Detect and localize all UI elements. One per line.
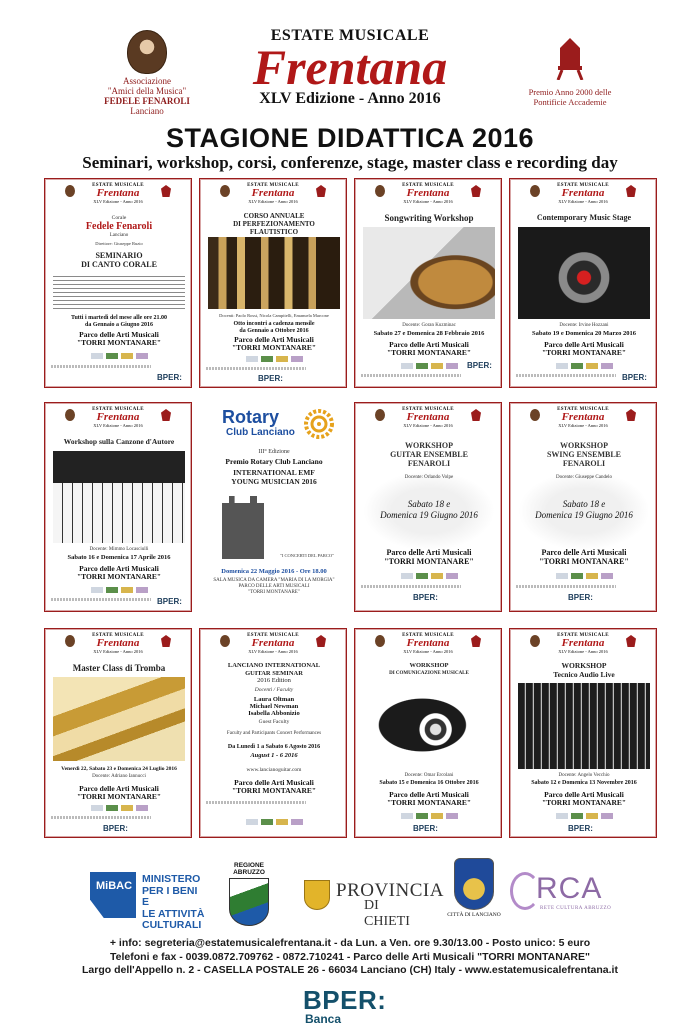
flyer-venue: "TORRI MONTANARE": [539, 557, 629, 566]
rotary-club-name: Club Lanciano: [226, 427, 295, 438]
flyer-date: Sabato 16 e Domenica 17 Aprile 2016: [67, 554, 171, 561]
flyer-frentana: Frentana: [251, 187, 295, 199]
flyer-venue: Parco delle Arti Musicali: [389, 340, 469, 349]
flyer-title: [359, 441, 499, 468]
flyer-edition: XLV Edizione - Anno 2016: [248, 199, 298, 204]
flyer-venue: Parco delle Arti Musicali: [389, 790, 469, 799]
flyer-estate: ESTATE MUSICALE: [402, 633, 454, 638]
teacher-label: Docente: Angelo Vecchio: [558, 773, 610, 778]
bper-wordmark: BPER:: [303, 985, 387, 1015]
flyer-date: Sabato 19 e Domenica 20 Marzo 2016: [532, 330, 636, 337]
flyer-title: [204, 212, 344, 236]
regione-line: ABRUZZO: [233, 869, 265, 876]
flyer-header: [45, 183, 191, 209]
lanciano-caption: CITTÀ DI LANCIANO: [447, 912, 501, 918]
mibac-logo: [90, 872, 205, 931]
flyer-contemporary-stage: [509, 178, 657, 388]
flyer-date: Sabato 27 e Domenica 28 Febbraio 2016: [373, 330, 485, 337]
flyer-header: [510, 183, 656, 209]
flyer-estate: ESTATE MUSICALE: [402, 183, 454, 188]
mibac-mark-icon: [90, 872, 136, 918]
sala-label: "TORRI MONTANARE": [248, 590, 300, 595]
info-line: Largo dell'Appello n. 2 - CASELLA POSTALE 26 - 66034 Lanciano (CH) Italy - www.estatemusicalefrentana.it: [82, 964, 618, 976]
flyer-title-line: YOUNG MUSICIAN 2016: [231, 476, 317, 486]
flyer-date: Sabato 12 e Domenica 13 Novembre 2016: [531, 780, 637, 786]
flyer-venue: "TORRI MONTANARE": [384, 557, 474, 566]
association-mini-icon: [65, 409, 75, 421]
flyer-title: Workshop sulla Canzone d'Autore: [63, 437, 175, 446]
flyer-header: [355, 407, 501, 433]
teacher-label: Docente: Omar Ercolani: [404, 773, 454, 778]
sponsor-strip: [361, 813, 497, 820]
flyer-edition: XLV Edizione - Anno 2016: [558, 199, 608, 204]
flyer-edition: XLV Edizione - Anno 2016: [93, 423, 143, 428]
flyer-date: Domenica 22 Maggio 2016 - Ore 18.00: [221, 568, 327, 575]
rotary-edition: III° Edizione: [258, 449, 290, 455]
flyer-date: da Gennaio a Giugno 2016: [84, 322, 153, 328]
flyer-master-class-tromba: [44, 628, 192, 838]
association-mini-icon: [375, 185, 385, 197]
flyer-title-line: WORKSHOP: [559, 441, 608, 450]
director-label: Direttore: Giuseppe Ruzio: [95, 241, 143, 246]
sponsor-strip: [361, 573, 497, 580]
flyer-date: Domenica 19 Giugno 2016: [380, 510, 478, 520]
flyer-edition: XLV Edizione - Anno 2016: [403, 423, 453, 428]
flyer-date: Sabato 15 e Domenica 16 Ottobre 2016: [379, 780, 479, 786]
flyer-estate: ESTATE MUSICALE: [557, 183, 609, 188]
sponsor-strip: [206, 356, 342, 363]
poster-title: STAGIONE DIDATTICA 2016: [165, 123, 535, 153]
info-line: Telefoni e fax - 0039.0872.709762 - 0872.710241 - Parco delle Arti Musicali "TORRI MONTANARE": [110, 950, 590, 963]
flyer-frentana: Frentana: [406, 411, 450, 423]
teacher-label: Docente: Mimmo Locasciulli: [89, 547, 149, 552]
bper-banca-logo: [303, 985, 403, 1026]
teacher-label: Docente: Irvine Hozzani: [559, 323, 609, 328]
flyer-title-line: FENAROLI: [407, 459, 451, 468]
teacher-label: Docente: Giuseppe Candelo: [555, 475, 613, 480]
fine-print: [361, 374, 461, 377]
flyer-frentana: Frentana: [561, 637, 605, 649]
flyer-venue: "TORRI MONTANARE": [76, 792, 162, 801]
flyer-edition: XLV Edizione - Anno 2016: [558, 649, 608, 654]
flyer-title-line: FENAROLI: [562, 459, 606, 468]
flyer-venue: Parco delle Arti Musicali: [234, 778, 314, 787]
flyer-venue: "TORRI MONTANARE": [231, 343, 317, 352]
flyer-title-line: WORKSHOP: [561, 661, 607, 670]
flyer-title: [49, 251, 189, 269]
abruzzo-shield-icon: [229, 878, 269, 926]
piano-keys-image: [53, 451, 185, 543]
flyer-grid: [44, 178, 658, 833]
chieti-shield-icon: [304, 880, 330, 910]
flyer-swing-ensemble: [509, 402, 657, 612]
flyer-estate: ESTATE MUSICALE: [247, 633, 299, 638]
association-mini-icon: [220, 185, 230, 197]
flyer-date: Tutti i martedì del mese alle ore 21.00: [71, 315, 167, 321]
bper-banca-label: Banca: [305, 1012, 342, 1026]
flyer-title: [514, 662, 654, 679]
trumpet-image: [53, 677, 185, 761]
regione-abruzzo-logo: [224, 862, 274, 926]
frentana-logo: [205, 40, 495, 92]
fine-print: [51, 598, 151, 601]
flyer-edition: XLV Edizione - Anno 2016: [403, 199, 453, 204]
faculty-name: Michael Newman: [249, 703, 299, 710]
flyer-header: [355, 633, 501, 659]
sponsor-strip: [206, 819, 342, 826]
sala-label: SALA MUSICA DA CAMERA "MARIA DI LA MORGIA": [213, 578, 335, 583]
fine-print: [516, 585, 616, 588]
association-mini-icon: [530, 409, 540, 421]
guitar-sheet-music-image: [363, 227, 495, 319]
mibac-line: MINISTERO: [142, 873, 201, 885]
rca-text: RCA: [536, 872, 603, 905]
flyer-frentana: Frentana: [406, 187, 450, 199]
association-mini-icon: [530, 635, 540, 647]
flyer-estate: ESTATE MUSICALE: [92, 633, 144, 638]
flyer-date: Otto incontri a cadenza mensile: [233, 321, 315, 327]
flyer-title: [359, 662, 499, 677]
flyer-edition: XLV Edizione - Anno 2016: [403, 649, 453, 654]
flyer-venue: Parco delle Arti Musicali: [544, 790, 624, 799]
flyer-venue: "TORRI MONTANARE": [76, 572, 162, 581]
fine-print: [51, 365, 151, 368]
flyer-estate: ESTATE MUSICALE: [247, 183, 299, 188]
teacher-label: Docente: Orlando Volpe: [404, 475, 454, 480]
flyer-title-line: Tecnico Audio Live: [553, 669, 615, 679]
flyer-title-line: DI CANTO CORALE: [81, 260, 157, 269]
flyer-title-line: INTERNATIONAL EMF: [233, 468, 315, 477]
flyer-title-line: 2016 Edition: [257, 677, 291, 684]
flute-keys-image: [208, 237, 340, 309]
flyer-header: [45, 407, 191, 433]
regione-line: REGIONE: [234, 862, 264, 869]
flyer-venue: Parco delle Arti Musicali: [79, 330, 159, 339]
flyer-edition: XLV Edizione - Anno 2016: [248, 649, 298, 654]
association-mini-icon: [375, 409, 385, 421]
citta-lanciano-logo: [446, 858, 502, 918]
bper-mini-logo: BPER:: [568, 824, 593, 833]
tribal-mask-image: [518, 227, 650, 319]
flyer-date: Da Lunedì 1 a Sabato 6 Agosto 2016: [227, 744, 321, 750]
premio-line: Premio Anno 2000 delle: [528, 87, 612, 97]
frentana-logo-text: Frentana: [252, 40, 448, 92]
rotary-premio: Premio Rotary Club Lanciano: [225, 457, 323, 466]
association-mini-icon: [375, 635, 385, 647]
flyer-title-line: WORKSHOP: [404, 441, 453, 450]
premio-line: Pontificie Accademie: [533, 97, 607, 107]
faculty-name: Isabella Abbonizio: [248, 710, 300, 717]
flyer-header: [45, 633, 191, 659]
bper-mini-logo: BPER:: [157, 373, 182, 382]
fine-print: [361, 585, 461, 588]
association-line: Lanciano: [130, 106, 164, 116]
mibac-mark-text: MiBAC: [96, 880, 133, 892]
flyer-title: Contemporary Music Stage: [536, 213, 632, 222]
flyer-title-line: WORKSHOP: [409, 662, 449, 669]
concerti-label: "I CONCERTI DEL PARCO": [280, 553, 334, 558]
flyer-venue: "TORRI MONTANARE": [386, 348, 472, 357]
flyer-frentana: Frentana: [251, 637, 295, 649]
performances-label: Faculty and Participants Concert Performances: [226, 731, 322, 736]
fine-print: [51, 816, 151, 819]
bper-mini-logo: BPER:: [103, 824, 128, 833]
rca-subtitle: RETE CULTURA ABRUZZO: [540, 906, 612, 911]
flyer-date: da Gennaio a Ottobre 2016: [239, 328, 309, 334]
mibac-line: CULTURALI: [142, 919, 202, 931]
teachers-label: Docenti: Paolo Rossi, Nicola Campitelli, Emanuela Marcone: [219, 313, 329, 318]
flyer-frentana: Frentana: [96, 187, 140, 199]
bper-mini-logo: BPER:: [467, 361, 492, 370]
flyer-title-line: GUITAR ENSEMBLE: [390, 450, 468, 459]
lanciano-crest-icon: [454, 858, 494, 910]
flyer-estate: ESTATE MUSICALE: [557, 633, 609, 638]
head-gears-image: [363, 681, 495, 769]
association-line: Associazione: [123, 76, 171, 86]
flyer-edition: XLV Edizione - Anno 2016: [93, 199, 143, 204]
flyer-title-line: DI PERFEZIONAMENTO: [233, 220, 315, 228]
flyer-edition: XLV Edizione - Anno 2016: [558, 423, 608, 428]
flyer-title-line: SWING ENSEMBLE: [546, 450, 622, 459]
flyer-estate: ESTATE MUSICALE: [92, 183, 144, 188]
flyer-frentana: Frentana: [561, 411, 605, 423]
bper-mini-logo: BPER:: [413, 593, 438, 602]
bper-mini-logo: BPER:: [157, 597, 182, 606]
flyer-estate: ESTATE MUSICALE: [402, 407, 454, 412]
flyer-date: August 1 - 6 2016: [250, 752, 298, 759]
flyer-venue: Parco delle Arti Musicali: [386, 548, 472, 557]
flyer-header: [510, 633, 656, 659]
flyer-header: [200, 183, 346, 209]
flyer-tecnico-audio-live: [509, 628, 657, 838]
fine-print: [206, 367, 306, 370]
flyer-guitar-seminar: [199, 628, 347, 838]
chieti-text: DI CHIETI: [364, 898, 410, 929]
association-mini-icon: [530, 185, 540, 197]
flyer-venue: Parco delle Arti Musicali: [541, 548, 627, 557]
flyer-title-line: SEMINARIO: [95, 251, 143, 260]
info-line: + info: segreteria@estatemusicalefrentana.it - da Lun. a Ven. ore 9.30/13.00 - Posto unico: 5 euro: [109, 937, 591, 949]
provincia-text: PROVINCIA: [336, 880, 444, 901]
audio-mixer-image: [518, 683, 650, 769]
flyer-frentana: Frentana: [96, 637, 140, 649]
flyer-date: Sabato 18 e: [562, 499, 606, 509]
flyer-venue: "TORRI MONTANARE": [386, 798, 472, 807]
mibac-line: PER I BENI E: [142, 884, 198, 908]
bper-mini-logo: BPER:: [622, 373, 647, 382]
flyer-venue: "TORRI MONTANARE": [231, 786, 317, 795]
flyer-edition: XLV Edizione - Anno 2016: [93, 649, 143, 654]
estate-musicale-label: ESTATE MUSICALE: [270, 27, 430, 44]
flyer-comunicazione-musicale: [354, 628, 502, 838]
flyer-title-line: FLAUTISTICO: [249, 228, 299, 236]
flyer-title: Master Class di Tromba: [72, 663, 166, 673]
pontifical-academies-logo: [520, 36, 620, 107]
papal-tiara-icon: [550, 36, 590, 80]
flyer-header: [355, 183, 501, 209]
flyer-date: Venerdì 22, Sabato 23 e Domenica 24 Luglio 2016: [61, 766, 177, 772]
sponsor-strip: [516, 573, 652, 580]
flyer-title-line: DI COMUNICAZIONE MUSICALE: [389, 670, 469, 676]
sponsor-strip: [516, 363, 652, 370]
flyer-rotary-young-musician: [199, 402, 347, 612]
castle-tower-image: [208, 489, 278, 559]
sponsor-strip: [51, 353, 187, 360]
sponsor-strip: [51, 587, 187, 594]
flyer-venue: Parco delle Arti Musicali: [79, 784, 159, 793]
flyer-title-line: CORSO ANNUALE: [243, 212, 305, 220]
guest-faculty-label: Guest Faculty: [258, 719, 290, 725]
flyer-guitar-ensemble: [354, 402, 502, 612]
edition-label: XLV Edizione - Anno 2016: [259, 90, 441, 107]
flyer-venue: Parco delle Arti Musicali: [234, 335, 314, 344]
rotary-wheel-icon: [304, 409, 334, 439]
bper-mini-logo: BPER:: [413, 824, 438, 833]
association-line: "Amici della Musica": [107, 86, 187, 96]
flyer-frentana: Frentana: [406, 637, 450, 649]
association-mini-icon: [65, 185, 75, 197]
fine-print: [516, 374, 616, 377]
flyer-title-line: LANCIANO INTERNATIONAL: [227, 662, 321, 669]
website-label: www.lancianoguitar.com: [246, 767, 302, 773]
association-line: FEDELE FENAROLI: [104, 96, 190, 106]
flyer-venue: "TORRI MONTANARE": [76, 338, 162, 347]
flyer-frentana: Frentana: [96, 411, 140, 423]
fine-print: [206, 801, 306, 804]
flyer-canto-corale: [44, 178, 192, 388]
flyer-estate: ESTATE MUSICALE: [92, 407, 144, 412]
coro-name: Fedele Fenaroli: [85, 221, 153, 232]
flyer-date: Sabato 18 e: [407, 499, 451, 509]
flyer-venue: "TORRI MONTANARE": [541, 798, 627, 807]
flyer-corso-flautistico: [199, 178, 347, 388]
flyer-title: [514, 441, 654, 468]
flyer-header: [510, 407, 656, 433]
bper-mini-logo: BPER:: [568, 593, 593, 602]
coro-city: Lanciano: [109, 233, 129, 238]
mibac-line: LE ATTIVITÀ: [142, 907, 205, 920]
description-text-block: [53, 273, 185, 309]
faculty-label: Docenti / Faculty: [254, 687, 294, 693]
flyer-songwriting: [354, 178, 502, 388]
association-mini-icon: [65, 635, 75, 647]
flyer-title-line: GUITAR SEMINAR: [245, 669, 303, 677]
flyer-venue: Parco delle Arti Musicali: [79, 564, 159, 573]
flyer-venue: Parco delle Arti Musicali: [544, 340, 624, 349]
flyer-title: [204, 469, 344, 486]
flyer-venue: "TORRI MONTANARE": [541, 348, 627, 357]
sponsor-strip: [516, 813, 652, 820]
flyer-canzone-autore: [44, 402, 192, 612]
rotary-wordmark: Rotary: [222, 407, 280, 427]
flyer-estate: ESTATE MUSICALE: [557, 407, 609, 412]
teacher-label: Docente: Adriano Iannucci: [92, 774, 146, 779]
faculty-name: Laura Oltman: [253, 696, 295, 703]
flyer-title: [204, 662, 344, 685]
teacher-label: Docente: Goran Kuzminac: [402, 323, 456, 328]
poster-header: [0, 0, 700, 122]
coro-label: Corale: [111, 215, 127, 221]
sala-label: PARCO DELLE ARTI MUSICALI: [238, 584, 310, 589]
flyer-date: Domenica 19 Giugno 2016: [535, 510, 633, 520]
sponsor-strip: [51, 805, 187, 812]
contact-info: [0, 937, 700, 978]
mibac-text: [142, 874, 205, 932]
bper-mini-logo: BPER:: [258, 374, 283, 383]
flyer-frentana: Frentana: [561, 187, 605, 199]
association-mini-icon: [220, 635, 230, 647]
flyer-title: Songwriting Workshop: [384, 213, 474, 223]
flyer-header: [200, 633, 346, 659]
poster-subtitle: Seminari, workshop, corsi, conferenze, stage, master class e recording day: [82, 153, 618, 172]
